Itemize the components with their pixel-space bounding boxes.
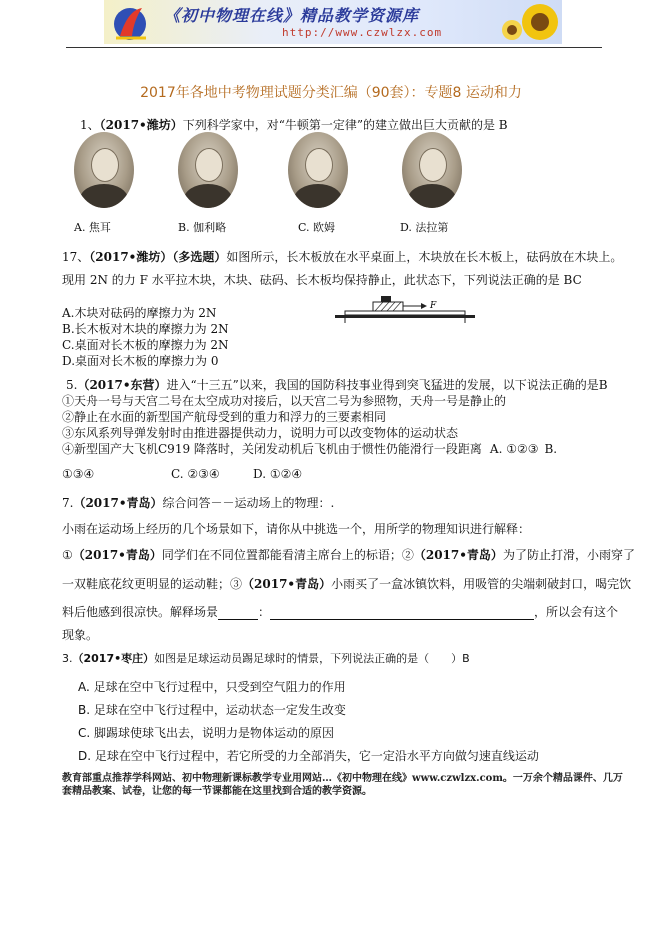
q3-option-c: C. 脚踢球使球飞出去，说明力是物体运动的原因 [78, 726, 335, 740]
question-17-line1 [62, 249, 622, 265]
force-label: F [430, 301, 437, 311]
weight [381, 296, 391, 302]
question-number: 17、 [62, 250, 90, 264]
caption-c: C. 欧姆 [298, 221, 336, 234]
question-text: 进入“十三五”以来，我国的国防科技事业得到突飞猛进的发展，以下说法正确的是B [166, 378, 608, 392]
option-c: C.桌面对长木板的摩擦力为 2N [62, 338, 229, 352]
choice-b: B. [544, 442, 558, 456]
q3-option-b: B. 足球在空中飞行过程中，运动状态一定发生改变 [78, 703, 346, 717]
answer-blank-scene[interactable] [218, 619, 258, 620]
q7-end: 现象。 [62, 628, 99, 642]
question-text: 如图是足球运动员踢足球时的情景，下列说法正确的是（ ）B [154, 652, 470, 665]
question-1 [80, 117, 508, 133]
question-text: 下列科学家中，对“牛顿第一定律”的建立做出巨大贡献的是 B [182, 118, 508, 132]
q3-option-a: A. 足球在空中飞行过程中，只受到空气阻力的作用 [78, 680, 346, 694]
question-source: （2017•枣庄） [72, 652, 155, 665]
q7-intro: 小雨在运动场上经历的几个场景如下，请你从中挑选一个，用所学的物理知识进行解释： [62, 522, 531, 536]
question-3 [62, 651, 470, 667]
site-logo-icon [110, 2, 152, 42]
q3-option-d: D. 足球在空中飞行过程中，若它所受的力全部消失，它一定沿水平方向做匀速直线运动 [78, 749, 539, 763]
question-7 [62, 495, 334, 511]
banner-title: 《初中物理在线》精品教学资源库 [164, 6, 420, 25]
question-text: 综合问答－－运动场上的物理：. [162, 496, 335, 510]
portrait-ohm [288, 132, 348, 208]
portrait-galileo [178, 132, 238, 208]
question-source: （2017•潍坊） [99, 118, 183, 132]
choice-c: C. ②③④ [171, 467, 220, 481]
q7-scenes-line1: ①（2017•青岛）同学们在不同位置都能看清主席台上的标语；②（2017•青岛）为了防止打滑，小雨穿了 [62, 548, 635, 562]
long-board [345, 311, 465, 315]
portrait-joule [74, 132, 134, 208]
caption-b: B. 伽利略 [178, 221, 227, 234]
header-rule [66, 47, 602, 48]
question-source: （2017•潍坊）（多选题） [89, 250, 227, 264]
question-number: 1、 [80, 118, 100, 132]
choice-b-value: ①③④ [62, 467, 95, 481]
statement-3: ③东风系列导弹发射时由推进器提供动力，说明力可以改变物体的运动状态 [62, 426, 459, 440]
option-b: B.长木板对木块的摩擦力为 2N [62, 322, 229, 336]
footer-line2: 套精品教案、试卷，让您的每一节课都能在这里找到合适的教学资源。 [62, 786, 372, 797]
question-number: 3. [62, 652, 73, 665]
page-title: 2017年各地中考物理试题分类汇编（90套）：专题8 运动和力 [140, 85, 522, 101]
statement-1: ①天舟一号与天宫二号在太空成功对接后，以天宫二号为参照物，天舟一号是静止的 [62, 394, 507, 408]
caption-a: A. 焦耳 [74, 221, 111, 234]
answer-blank-explanation[interactable] [270, 619, 534, 620]
choice-a: A. ①②③ [489, 442, 539, 456]
question-number: 5. [66, 378, 78, 392]
caption-d: D. 法拉第 [400, 221, 449, 234]
board-block-diagram [335, 293, 475, 323]
question-number: 7. [62, 496, 74, 510]
question-text: 如图所示，长木板放在水平桌面上，木块放在长木板上，砝码放在木块上。 [226, 250, 623, 264]
option-d: D.桌面对长木板的摩擦力为 0 [62, 354, 219, 368]
statement-2: ②静止在水面的新型国产航母受到的重力和浮力的三要素相同 [62, 410, 387, 424]
footer-line1: 教育部重点推荐学科网站、初中物理新课标教学专业用网站…《初中物理在线》www.czwlzx.com。一万余个精品课件、几万 [62, 773, 623, 784]
banner-url[interactable]: http://www.czwlzx.com [282, 26, 443, 39]
question-17-line2: 现用 2N 的力 F 水平拉木块，木块、砝码、长木板均保持静止，此状态下，下列说法正确的是 BC [62, 273, 582, 287]
q7-scenes-line2: 一双鞋底花纹更明显的运动鞋；③（2017•青岛）小雨买了一盒冰镇饮料，用吸管的尖端刺破封口，喝完饮 [62, 577, 632, 591]
q7-answer-line: 料后他感到很凉快。解释场景 ： ，所以会有这个 [62, 605, 619, 619]
statement-4: ④新型国产大飞机C919 降落时，关闭发动机后飞机由于惯性仍能滑行一段距离 A. ①②③ B. [62, 442, 558, 456]
question-5 [66, 377, 608, 393]
question-source: （2017•东营） [77, 378, 167, 392]
choice-d: D. ①②④ [253, 467, 303, 481]
question-source: （2017•青岛） [73, 496, 163, 510]
option-a: A.木块对砝码的摩擦力为 2N [62, 306, 217, 320]
header-banner [104, 0, 562, 44]
sunflower-icon [490, 0, 560, 44]
portrait-faraday [402, 132, 462, 208]
